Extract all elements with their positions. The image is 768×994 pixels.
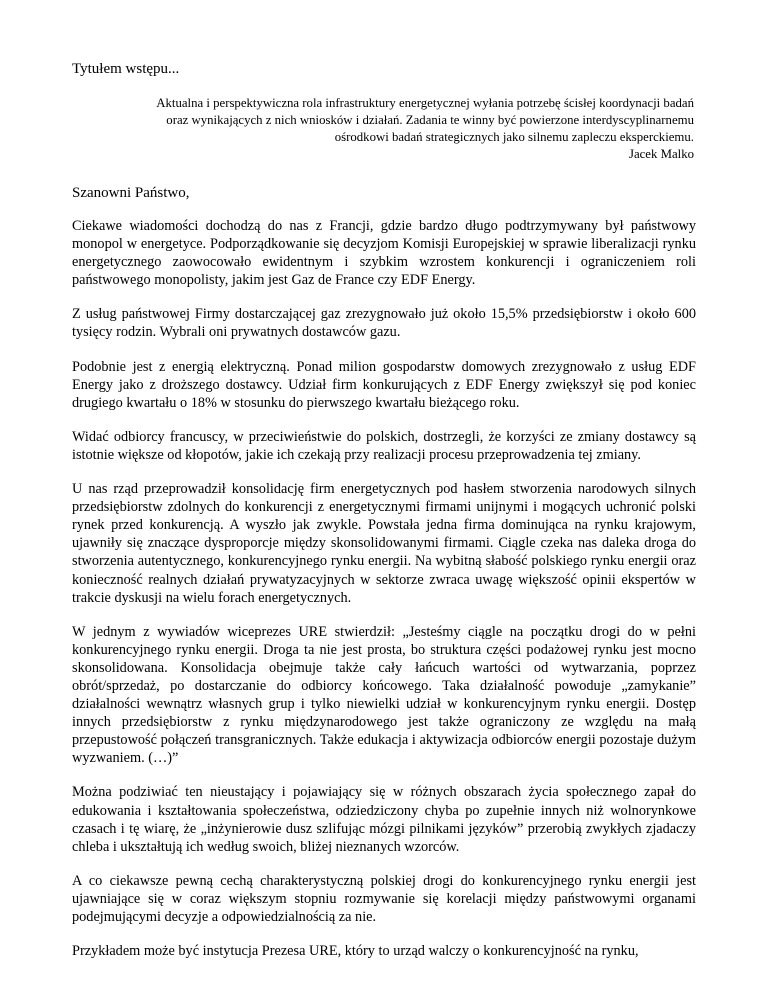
motto-quote — [72, 95, 694, 163]
document-title: Tytułem wstępu... — [72, 61, 180, 77]
motto-line: oraz wynikających z nich wniosków i działań. Zadania te winny być powierzone interdyscyplinarnemu — [166, 113, 694, 127]
paragraph: Widać odbiorcy francuscy, w przeciwieństwie do polskich, dostrzegli, że korzyści ze zmiany dostawcy są istotnie większe od kłopotów, jakie ich czekają przy realizacji procesu przeprowadzenia tej zmiany. — [72, 428, 696, 463]
paragraph: A co ciekawsze pewną cechą charakterystyczną polskiej drogi do konkurencyjnego rynku energii jest ujawniające się w coraz większym stopniu rozmywanie się korelacji między państwowymi organami podejmującymi decyzje a odpowiedzialnością za nie. — [72, 872, 696, 925]
motto-author: Jacek Malko — [628, 147, 694, 161]
paragraph: W jednym z wywiadów wiceprezes URE stwierdził: „Jesteśmy ciągle na początku drogi do w pełni konkurencyjnego rynku energii. Droga ta nie jest prosta, bo struktura części podażowej rynku jest mocno skonsolidowana. Konsolidacja obejmuje także cały łańcuch wartości od wytwarzania, poprzez obrót/sprzedaż, po dostarczanie do odbiorcy końcowego. Taka działalność powoduje „zamykanie” działalności wewnątrz własnych grup i tylko niewielki udział w konkurencyjnym rynku energii. Dostęp innych przedsiębiorstw z rynku międzynarodowego jest także ograniczony ze względu na małą przepustowość połączeń transgranicznych. Także edukacja i aktywizacja odbiorców energii pozostaje dużym wyzwaniem. (…)” — [72, 623, 696, 767]
greeting: Szanowni Państwo, — [72, 185, 190, 201]
paragraph: Można podziwiać ten nieustający i pojawiający się w różnych obszarach życia społecznego zapał do edukowania i kształtowania społeczeństwa, odziedziczony chyba po zupełnie innych niż wolnorynkowe czasach i tę wiarę, że „inżynierowie dusz szlifując mózgi pilnikami języków” przerobią zwykłych zjadaczy chleba i ukształtują ich według swoich, bliżej nieznanych wzorców. — [72, 784, 696, 855]
paragraph: Ciekawe wiadomości dochodzą do nas z Francji, gdzie bardzo długo podtrzymywany był państwowy monopol w energetyce. Podporządkowanie się decyzjom Komisji Europejskiej w sprawie liberalizacji rynku energetycznego zaowocowało ewidentnym i szybkim wzrostem konkurencji i ograniczeniem roli państwowego monopolisty, jakim jest Gaz de France czy EDF Energy. — [72, 218, 696, 289]
motto-line: Aktualna i perspektywiczna rola infrastruktury energetycznej wyłania potrzebę ścisłej koordynacji badań — [156, 96, 694, 110]
paragraph: Z usług państwowej Firmy dostarczającej gaz zrezygnowało już około 15,5% przedsiębiorstw i około 600 tysięcy rodzin. Wybrali oni prywatnych dostawców gazu. — [72, 306, 696, 341]
paragraph: Przykładem może być instytucja Prezesa URE, który to urząd walczy o konkurencyjność na rynku, — [72, 943, 639, 960]
motto-line: ośrodkowi badań strategicznych jako silnemu zapleczu eksperckiemu. — [334, 130, 694, 144]
paragraph: U nas rząd przeprowadził konsolidację firm energetycznych pod hasłem stworzenia narodowych silnych przedsiębiorstw zdolnych do konkurencji z energetycznymi firmami unijnymi i mogących uchronić polski rynek przed konkurencją. A wyszło jak zwykle. Powstała jedna firma dominująca na rynku krajowym, ujawniły się znaczące dysproporcje między skonsolidowanymi firmami. Ciągle czeka nas daleka droga do stworzenia autentycznego, konkurencyjnego rynku energii. Na wybitną słabość polskiego rynku energii oraz konieczność realnych działań prywatyzacyjnych w sektorze zwraca uwagę większość opinii ekspertów w trakcie dyskusji na wielu forach energetycznych. — [72, 481, 696, 606]
paragraph: Podobnie jest z energią elektryczną. Ponad milion gospodarstw domowych zrezygnowało z usług EDF Energy jako z droższego dostawcy. Udział firm konkurujących z EDF Energy zwiększył się pod koniec drugiego kwartału o 18% w stosunku do pierwszego kwartału bieżącego roku. — [72, 358, 696, 411]
